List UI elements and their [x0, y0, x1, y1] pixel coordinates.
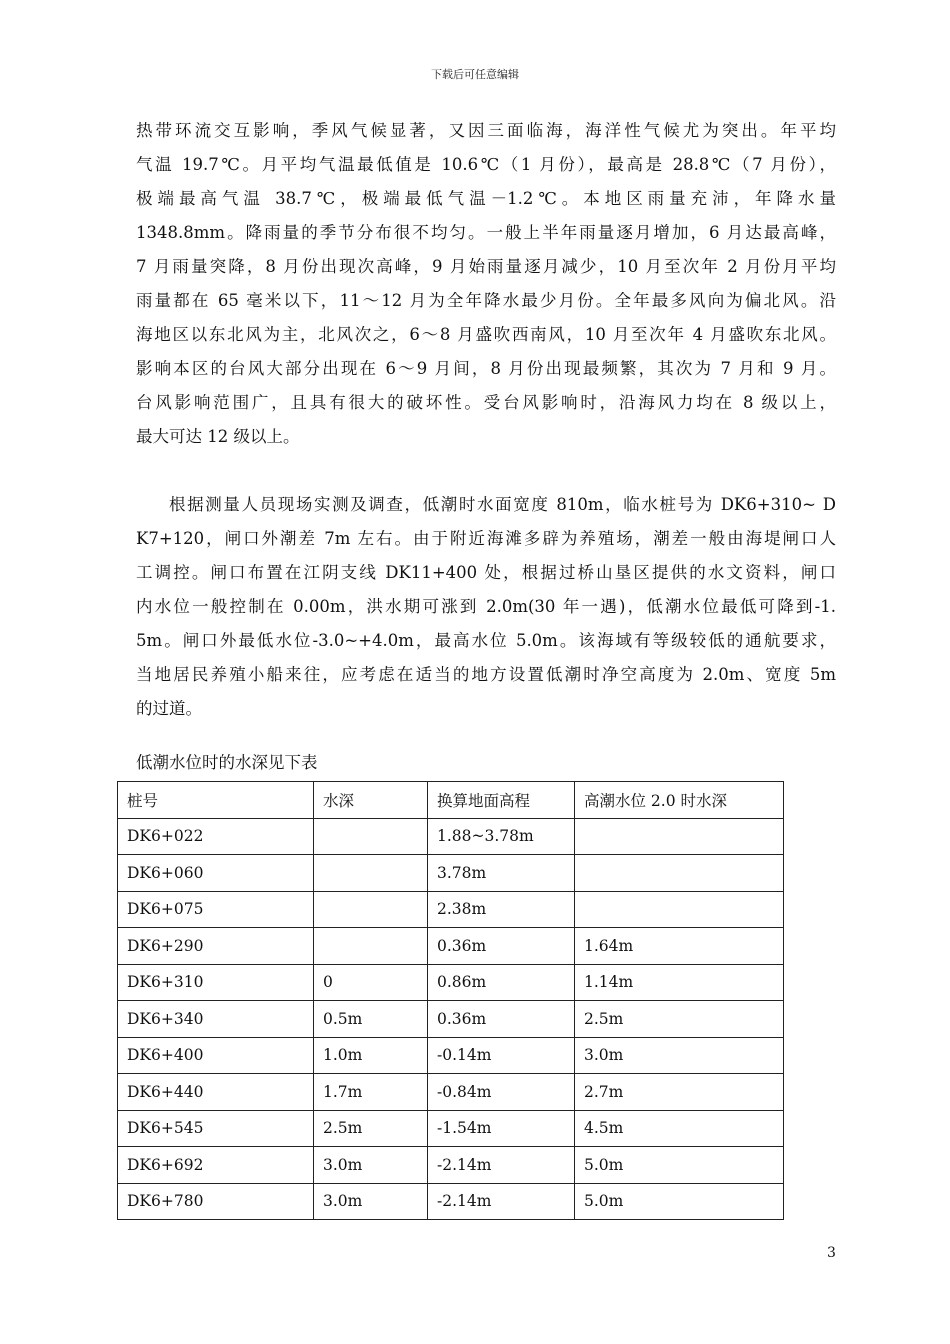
header-cell-high-tide-depth: 高潮水位 2.0 时水深	[575, 782, 784, 819]
text-line: 5m。闸口外最低水位-3.0~+4.0m，最高水位 5.0m。该海域有等级较低的通航要求，	[136, 631, 836, 650]
table-cell: 5.0m	[575, 1183, 784, 1220]
table-cell	[575, 855, 784, 892]
table-cell: 1.0m	[314, 1037, 428, 1074]
table-cell: -2.14m	[428, 1147, 575, 1184]
hydrology-paragraph	[136, 488, 836, 726]
table-row	[118, 1074, 784, 1111]
table-cell: 2.5m	[575, 1001, 784, 1038]
table-header-row	[118, 782, 784, 819]
table-cell: 2.5m	[314, 1110, 428, 1147]
text-line: 当地居民养殖小船来往，应考虑在适当的地方设置低潮时净空高度为 2.0m、宽度 5m	[136, 665, 836, 684]
table-cell: 0.5m	[314, 1001, 428, 1038]
table-cell: DK6+290	[118, 928, 314, 965]
table-cell: DK6+022	[118, 818, 314, 855]
climate-paragraph	[136, 114, 836, 454]
table-cell: DK6+545	[118, 1110, 314, 1147]
table-cell: DK6+075	[118, 891, 314, 928]
table-cell: 1.64m	[575, 928, 784, 965]
text-line: 最大可达 12 级以上。	[136, 427, 300, 446]
table-cell	[314, 855, 428, 892]
page-number: 3	[827, 1245, 836, 1261]
table-cell: 1.88~3.78m	[428, 818, 575, 855]
table-row	[118, 1147, 784, 1184]
table-cell: 2.38m	[428, 891, 575, 928]
page-header: 下载后可任意编辑	[431, 68, 519, 81]
table-row	[118, 964, 784, 1001]
table-caption: 低潮水位时的水深见下表	[136, 753, 318, 772]
text-line: 气温 19.7℃。月平均气温最低值是 10.6℃（1 月份），最高是 28.8℃（7 月份），	[136, 155, 836, 174]
text-line: 7 月雨量突降，8 月份出现次高峰，9 月始雨量逐月减少，10 月至次年 2 月份月平均	[136, 257, 836, 276]
table-cell: 3.0m	[314, 1147, 428, 1184]
text-line: 热带环流交互影响，季风气候显著，又因三面临海，海洋性气候尤为突出。年平均	[136, 121, 836, 140]
text-line: 雨量都在 65 毫米以下，11～12 月为全年降水最少月份。全年最多风向为偏北风。沿	[136, 291, 836, 310]
table-cell: DK6+440	[118, 1074, 314, 1111]
table-cell: 1.7m	[314, 1074, 428, 1111]
text-line: 台风影响范围广，且具有很大的破坏性。受台风影响时，沿海风力均在 8 级以上，	[136, 393, 836, 412]
table-row	[118, 855, 784, 892]
table-row	[118, 1001, 784, 1038]
table-row	[118, 891, 784, 928]
table-cell	[575, 891, 784, 928]
table-cell: DK6+780	[118, 1183, 314, 1220]
text-line: 极端最高气温 38.7℃，极端最低气温－1.2℃。本地区雨量充沛，年降水量	[136, 189, 836, 208]
text-line: 影响本区的台风大部分出现在 6～9 月间，8 月份出现最频繁，其次为 7 月和 9 月。	[136, 359, 836, 378]
table-cell: 3.0m	[314, 1183, 428, 1220]
table-cell	[314, 928, 428, 965]
table-cell: -0.14m	[428, 1037, 575, 1074]
table-cell	[314, 818, 428, 855]
table-cell: DK6+400	[118, 1037, 314, 1074]
table-cell	[575, 818, 784, 855]
text-line: 的过道。	[136, 699, 202, 718]
table-cell: -0.84m	[428, 1074, 575, 1111]
table-row	[118, 1110, 784, 1147]
text-line: 根据测量人员现场实测及调查，低潮时水面宽度 810m，临水桩号为 DK6+310~ D	[169, 495, 836, 514]
table-cell: DK6+310	[118, 964, 314, 1001]
table-cell: DK6+340	[118, 1001, 314, 1038]
text-line: 内水位一般控制在 0.00m，洪水期可涨到 2.0m(30 年一遇)，低潮水位最低可降到-1.	[136, 597, 836, 616]
table-cell: 3.78m	[428, 855, 575, 892]
header-cell-depth: 水深	[314, 782, 428, 819]
table-cell: -2.14m	[428, 1183, 575, 1220]
table-cell: DK6+060	[118, 855, 314, 892]
table-cell: 0.36m	[428, 928, 575, 965]
table-row	[118, 1183, 784, 1220]
text-line: 1348.8mm。降雨量的季节分布很不均匀。一般上半年雨量逐月增加，6 月达最高峰，	[136, 223, 836, 242]
table-row	[118, 818, 784, 855]
table-cell: 0.36m	[428, 1001, 575, 1038]
table-cell: 3.0m	[575, 1037, 784, 1074]
table-row	[118, 1037, 784, 1074]
table-cell: 4.5m	[575, 1110, 784, 1147]
header-cell-station: 桩号	[118, 782, 314, 819]
text-line: 工调控。闸口布置在江阴支线 DK11+400 处，根据过桥山垦区提供的水文资料，闸口	[136, 563, 836, 582]
table-cell: 0	[314, 964, 428, 1001]
table-cell: DK6+692	[118, 1147, 314, 1184]
text-line: 海地区以东北风为主，北风次之，6～8 月盛吹西南风，10 月至次年 4 月盛吹东北风。	[136, 325, 836, 344]
water-depth-table	[117, 781, 784, 1220]
text-line: K7+120，闸口外潮差 7m 左右。由于附近海滩多辟为养殖场，潮差一般由海堤闸口人	[136, 529, 836, 548]
table-cell: 5.0m	[575, 1147, 784, 1184]
table-cell: 0.86m	[428, 964, 575, 1001]
table-cell: 1.14m	[575, 964, 784, 1001]
table-cell: 2.7m	[575, 1074, 784, 1111]
table-cell	[314, 891, 428, 928]
header-cell-ground-elevation: 换算地面高程	[428, 782, 575, 819]
table-cell: -1.54m	[428, 1110, 575, 1147]
table-row	[118, 928, 784, 965]
